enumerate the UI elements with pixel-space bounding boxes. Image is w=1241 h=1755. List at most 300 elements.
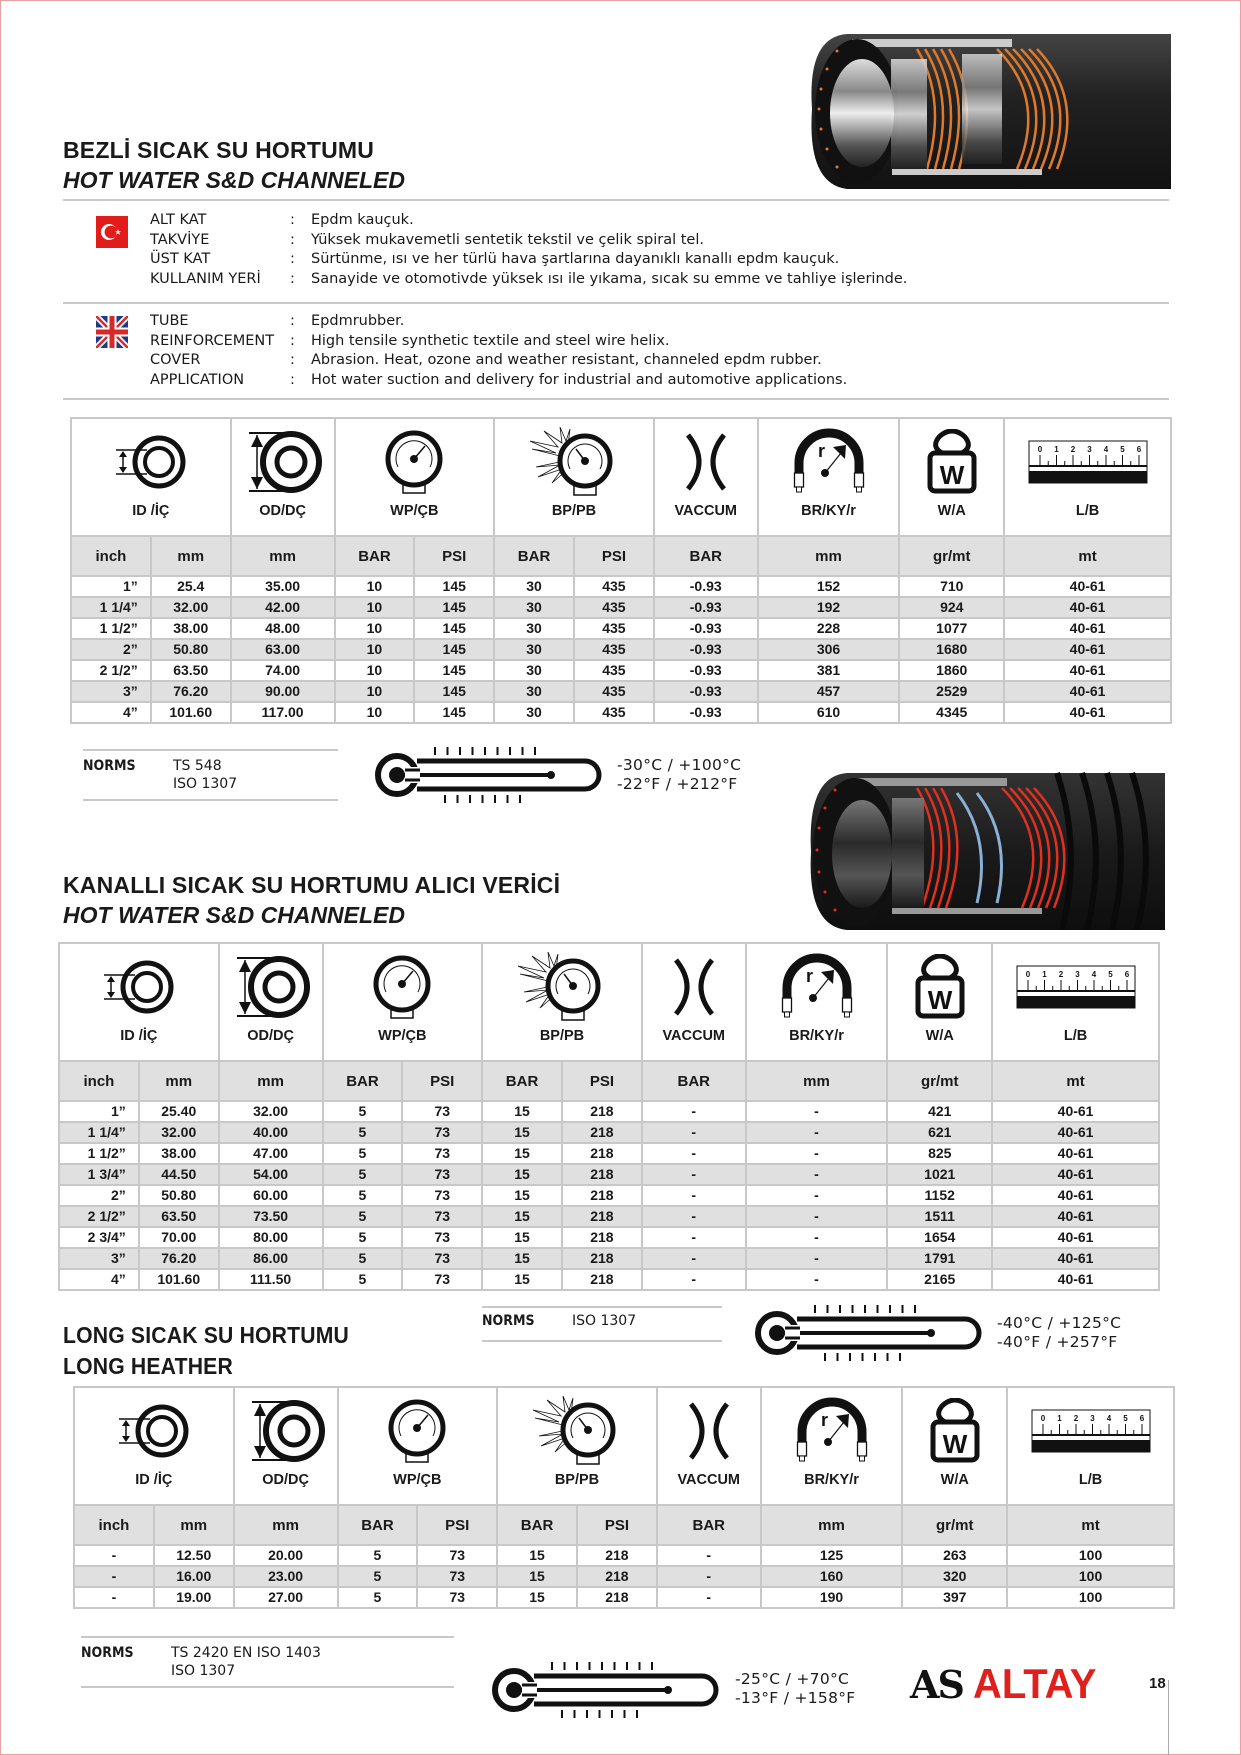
icon-label: ID /İÇ (135, 1472, 173, 1488)
inner-diameter-icon (60, 952, 218, 1022)
table-cell: 40-61 (992, 1143, 1159, 1164)
table-cell: 457 (758, 681, 900, 702)
table-cell: 15 (497, 1545, 577, 1566)
table-cell: 145 (414, 660, 494, 681)
unit-header-cell: BAR (642, 1061, 746, 1101)
unit-header-cell: BAR (657, 1505, 761, 1545)
icon-header-row (71, 418, 1171, 536)
table-cell: 40-61 (1004, 576, 1171, 597)
table-cell: 73 (402, 1185, 482, 1206)
table-cell: 4” (71, 702, 151, 723)
spec-label: ALT KAT (150, 212, 207, 228)
header-vacuum (654, 418, 758, 536)
table-cell: 218 (562, 1101, 642, 1122)
spec-value: Hot water suction and delivery for industrial and automotive applications. (311, 371, 848, 388)
unit-header-cell: BAR (654, 536, 758, 576)
header-ruler (1007, 1387, 1174, 1505)
table-cell: 1654 (887, 1227, 992, 1248)
hose-photo-2 (807, 768, 1165, 930)
table-cell: - (746, 1122, 888, 1143)
brand-altay: ALTAY (972, 1660, 1097, 1707)
table-row (71, 618, 1171, 639)
table-cell: 5 (323, 1101, 403, 1122)
table-cell: 152 (758, 576, 900, 597)
table-row (59, 1143, 1159, 1164)
table-cell: - (642, 1227, 746, 1248)
table-cell: 16.00 (154, 1566, 234, 1587)
table-cell: 73 (417, 1566, 497, 1587)
table-cell: 5 (323, 1206, 403, 1227)
specs-turkish (150, 211, 907, 289)
table-cell: 42.00 (231, 597, 335, 618)
table-cell: 32.00 (151, 597, 231, 618)
table-cell: 145 (414, 576, 494, 597)
outer-diameter-icon (220, 952, 322, 1022)
header-inner-diameter (59, 943, 219, 1061)
header-bend-radius (758, 418, 900, 536)
unit-header-cell: mm (234, 1505, 338, 1545)
table-cell: 228 (758, 618, 900, 639)
thermometer-icon (375, 745, 605, 810)
table-cell: 44.50 (139, 1164, 219, 1185)
table-row (71, 597, 1171, 618)
unit-header-cell: mm (219, 1061, 323, 1101)
table-cell: 10 (335, 702, 415, 723)
table-cell: 40.00 (219, 1122, 323, 1143)
table-cell: 73 (402, 1164, 482, 1185)
table-cell: 111.50 (219, 1269, 323, 1290)
temp-celsius: -30°C / +100°C (617, 756, 742, 774)
table-cell: 218 (577, 1587, 657, 1608)
ruler-icon (1008, 1396, 1173, 1466)
table-cell: 4” (59, 1269, 139, 1290)
norms-label: NORMS (81, 1645, 134, 1661)
temp-fahrenheit: -22°F / +212°F (617, 775, 738, 793)
table-cell: -0.93 (654, 681, 758, 702)
table-cell: 76.20 (151, 681, 231, 702)
table-cell: 5 (323, 1269, 403, 1290)
spec-value: Sanayide ve otomotivde yüksek ısı ile yıkama, sıcak su emme ve tahliye işlerinde. (311, 270, 908, 287)
unit-header-cell: PSI (414, 536, 494, 576)
vacuum-icon (658, 1396, 760, 1466)
table-cell: 145 (414, 639, 494, 660)
svg-text:r: r (820, 1410, 828, 1430)
unit-header-cell: mm (151, 536, 231, 576)
table-cell: 73.50 (219, 1206, 323, 1227)
spec-row: REINFORCEMENT : High tensile synthetic textile and steel wire helix. (150, 332, 847, 352)
spec-row: TAKVİYE : Yüksek mukavemetli sentetik tekstil ve çelik spiral tel. (150, 231, 907, 251)
table-cell: 40-61 (992, 1101, 1159, 1122)
bend-radius-icon (747, 952, 887, 1022)
norm-value: TS 548 (173, 758, 222, 774)
icon-label: WP/ÇB (393, 1472, 442, 1488)
table-cell: 10 (335, 660, 415, 681)
table-cell: 435 (574, 660, 654, 681)
divider (63, 199, 1169, 201)
table-cell: 10 (335, 681, 415, 702)
table-row (71, 660, 1171, 681)
table-cell: 435 (574, 702, 654, 723)
burst-pressure-gauge-icon (483, 952, 641, 1022)
table-cell: 30 (494, 597, 574, 618)
unit-header-cell: mm (758, 536, 900, 576)
table-cell: 1860 (899, 660, 1004, 681)
unit-header-cell: BAR (494, 536, 574, 576)
header-bend-radius (746, 943, 888, 1061)
table-cell: 40-61 (1004, 639, 1171, 660)
temp-celsius: -25°C / +70°C (735, 1670, 850, 1688)
spec-value: Abrasion. Heat, ozone and weather resistant, channeled epdm rubber. (311, 352, 822, 368)
table-cell: 40-61 (1004, 618, 1171, 639)
table-cell: 15 (482, 1269, 562, 1290)
spec-value: Epdmrubber. (311, 313, 405, 329)
table-cell: 40-61 (992, 1122, 1159, 1143)
section-1-title-en: HOT WATER S&D CHANNELED (63, 167, 406, 193)
icon-label: W/A (937, 503, 966, 519)
table-cell: - (642, 1206, 746, 1227)
table-cell: 20.00 (234, 1545, 338, 1566)
spec-label: APPLICATION (150, 371, 245, 388)
icon-label: BP/PB (551, 503, 597, 519)
table-cell: - (746, 1227, 888, 1248)
icon-label: W/A (940, 1472, 969, 1488)
svg-text:4: 4 (1106, 1414, 1111, 1423)
table-cell: - (746, 1164, 888, 1185)
units-header-row (71, 536, 1171, 576)
unit-header-cell: BAR (497, 1505, 577, 1545)
header-working-pressure-gauge (338, 1387, 498, 1505)
weight-icon (888, 952, 991, 1022)
icon-label: OD/DÇ (259, 503, 306, 519)
table-cell: 2165 (887, 1269, 992, 1290)
table-cell: 435 (574, 618, 654, 639)
thermometer-icon (755, 1303, 985, 1368)
table-cell: - (642, 1122, 746, 1143)
spec-label: KULLANIM YERİ (150, 270, 261, 287)
unit-header-cell: mm (139, 1061, 219, 1101)
table-cell: 40-61 (992, 1185, 1159, 1206)
header-burst-pressure-gauge (482, 943, 642, 1061)
table-cell: 2 3/4” (59, 1227, 139, 1248)
vacuum-icon (643, 952, 745, 1022)
icon-header-row (74, 1387, 1174, 1505)
table-cell: 5 (323, 1122, 403, 1143)
table-cell: 101.60 (151, 702, 231, 723)
table-row (74, 1566, 1174, 1587)
svg-text:0: 0 (1037, 445, 1042, 454)
table-cell: 5 (323, 1227, 403, 1248)
thermometer-icon (492, 1660, 722, 1725)
table-cell: 15 (482, 1185, 562, 1206)
table-row (71, 681, 1171, 702)
spec-label: TUBE (150, 313, 189, 329)
table-cell: 1021 (887, 1164, 992, 1185)
table-cell: 190 (761, 1587, 903, 1608)
section-2-title-en: HOT WATER S&D CHANNELED (63, 902, 406, 928)
table-cell: 10 (335, 576, 415, 597)
hose-photo-1 (807, 29, 1171, 189)
icon-label: BR/KY/r (789, 1028, 844, 1044)
temp-fahrenheit: -13°F / +158°F (735, 1689, 856, 1707)
header-outer-diameter (231, 418, 335, 536)
table-cell: 30 (494, 618, 574, 639)
table-cell: 73 (402, 1143, 482, 1164)
table-cell: - (746, 1101, 888, 1122)
spec-value: Yüksek mukavemetli sentetik tekstil ve çelik spiral tel. (311, 231, 704, 248)
table-cell: 435 (574, 576, 654, 597)
table-row (59, 1206, 1159, 1227)
table-cell: 2 1/2” (71, 660, 151, 681)
table-cell: 15 (482, 1164, 562, 1185)
table-cell: 73 (402, 1248, 482, 1269)
table-cell: 218 (562, 1143, 642, 1164)
table-cell: 218 (562, 1227, 642, 1248)
brand-logo (910, 1660, 1103, 1708)
unit-header-cell: mm (761, 1505, 903, 1545)
table-cell: 30 (494, 702, 574, 723)
working-pressure-gauge-icon (339, 1396, 497, 1466)
svg-text:5: 5 (1107, 970, 1113, 979)
table-cell: 1077 (899, 618, 1004, 639)
icon-label: BR/KY/r (804, 1472, 859, 1488)
svg-text:2: 2 (1073, 1414, 1078, 1423)
table-cell: 1” (59, 1101, 139, 1122)
header-bend-radius (761, 1387, 903, 1505)
table-cell: 218 (562, 1122, 642, 1143)
burst-pressure-gauge-icon (495, 427, 653, 497)
unit-header-cell: BAR (335, 536, 415, 576)
header-ruler (1004, 418, 1171, 536)
header-vacuum (657, 1387, 761, 1505)
norms-box-1 (83, 749, 338, 801)
icon-label: L/B (1063, 1028, 1088, 1044)
svg-text:W: W (939, 460, 965, 490)
table-row (59, 1122, 1159, 1143)
unit-header-cell: BAR (323, 1061, 403, 1101)
table-cell: 1791 (887, 1248, 992, 1269)
table-cell: 19.00 (154, 1587, 234, 1608)
bend-radius-icon (762, 1396, 902, 1466)
icon-label: ID /İÇ (120, 1028, 158, 1044)
table-cell: 421 (887, 1101, 992, 1122)
svg-text:6: 6 (1136, 445, 1141, 454)
temp-celsius: -40°C / +125°C (997, 1314, 1122, 1332)
table-cell: 2” (59, 1185, 139, 1206)
unit-header-cell: mm (231, 536, 335, 576)
units-header-row (74, 1505, 1174, 1545)
svg-text:4: 4 (1091, 970, 1096, 979)
bend-radius-icon (759, 427, 899, 497)
table-cell: 54.00 (219, 1164, 323, 1185)
temperature-range-2 (997, 1314, 1121, 1352)
table-cell: 25.4 (151, 576, 231, 597)
table-cell: 40-61 (1004, 702, 1171, 723)
table-cell: 73 (417, 1587, 497, 1608)
table-cell: 40-61 (1004, 597, 1171, 618)
svg-text:5: 5 (1122, 1414, 1128, 1423)
table-cell: 218 (577, 1545, 657, 1566)
icon-label: ID /İÇ (132, 503, 170, 519)
table-cell: 4345 (899, 702, 1004, 723)
table-cell: 40-61 (992, 1164, 1159, 1185)
table-cell: 218 (562, 1206, 642, 1227)
table-cell: 15 (497, 1566, 577, 1587)
table-row (59, 1101, 1159, 1122)
header-working-pressure-gauge (323, 943, 483, 1061)
svg-text:r: r (805, 966, 813, 986)
unit-header-cell: mt (1007, 1505, 1174, 1545)
table-cell: 15 (482, 1143, 562, 1164)
table-cell: 5 (338, 1545, 418, 1566)
svg-text:5: 5 (1119, 445, 1125, 454)
table-cell: -0.93 (654, 660, 758, 681)
table-cell: 50.80 (139, 1185, 219, 1206)
table-cell: 10 (335, 597, 415, 618)
unit-header-cell: mm (154, 1505, 234, 1545)
header-ruler (992, 943, 1159, 1061)
table-cell: 5 (323, 1143, 403, 1164)
unit-header-cell: PSI (562, 1061, 642, 1101)
weight-icon (903, 1396, 1006, 1466)
icon-label: OD/DÇ (262, 1472, 309, 1488)
table-cell: 40-61 (992, 1248, 1159, 1269)
svg-text:0: 0 (1040, 1414, 1045, 1423)
header-vacuum (642, 943, 746, 1061)
temp-fahrenheit: -40°F / +257°F (997, 1333, 1118, 1351)
unit-header-cell: gr/mt (902, 1505, 1007, 1545)
unit-header-cell: gr/mt (899, 536, 1004, 576)
table-cell: 86.00 (219, 1248, 323, 1269)
table-cell: 76.20 (139, 1248, 219, 1269)
table-cell: 3” (59, 1248, 139, 1269)
section-3-title-tr: LONG SICAK SU HORTUMU (63, 1322, 349, 1348)
table-cell: - (642, 1248, 746, 1269)
table-cell: 145 (414, 681, 494, 702)
table-cell: 70.00 (139, 1227, 219, 1248)
table-cell: 5 (323, 1248, 403, 1269)
unit-header-cell: PSI (402, 1061, 482, 1101)
icon-label: OD/DÇ (247, 1028, 294, 1044)
svg-text:6: 6 (1124, 970, 1129, 979)
unit-header-cell: PSI (577, 1505, 657, 1545)
table-cell: 30 (494, 576, 574, 597)
table-cell: - (746, 1269, 888, 1290)
svg-text:W: W (942, 1429, 968, 1459)
table-cell: 435 (574, 597, 654, 618)
table-cell: 145 (414, 597, 494, 618)
table-cell: 74.00 (231, 660, 335, 681)
brand-as: AS (910, 1661, 963, 1707)
table-row (71, 576, 1171, 597)
table-cell: 30 (494, 639, 574, 660)
table-row (71, 702, 1171, 723)
table-cell: - (746, 1143, 888, 1164)
table-cell: - (746, 1185, 888, 1206)
table-cell: 15 (482, 1122, 562, 1143)
spec-row: APPLICATION : Hot water suction and delivery for industrial and automotive applications. (150, 371, 847, 391)
section-3-title-en: LONG HEATHER (63, 1353, 233, 1379)
table-cell: - (642, 1101, 746, 1122)
table-cell: 218 (562, 1248, 642, 1269)
header-burst-pressure-gauge (497, 1387, 657, 1505)
page-number: 18 (1149, 1675, 1166, 1692)
table-cell: 2” (71, 639, 151, 660)
icon-label: BR/KY/r (801, 503, 856, 519)
unit-header-cell: mt (1004, 536, 1171, 576)
norms-box-3 (81, 1636, 454, 1688)
spec-label: ÜST KAT (150, 251, 211, 267)
norm-value: ISO 1307 (572, 1313, 637, 1329)
table-cell: 100 (1007, 1587, 1174, 1608)
icon-label: L/B (1078, 1472, 1103, 1488)
table-cell: 90.00 (231, 681, 335, 702)
unit-header-cell: mm (746, 1061, 888, 1101)
table-cell: 306 (758, 639, 900, 660)
spec-label: REINFORCEMENT (150, 332, 275, 349)
table-cell: 10 (335, 639, 415, 660)
ruler-icon (993, 952, 1158, 1022)
table-cell: - (746, 1206, 888, 1227)
table-cell: 218 (562, 1164, 642, 1185)
table-cell: 1 3/4” (59, 1164, 139, 1185)
outer-diameter-icon (235, 1396, 337, 1466)
table-cell: 621 (887, 1122, 992, 1143)
weight-icon (900, 427, 1003, 497)
table-cell: 5 (323, 1164, 403, 1185)
table-cell: 100 (1007, 1566, 1174, 1587)
table-cell: 60.00 (219, 1185, 323, 1206)
table-cell: 15 (482, 1248, 562, 1269)
icon-label: VACCUM (677, 1472, 741, 1488)
table-cell: 117.00 (231, 702, 335, 723)
table-cell: 73 (402, 1101, 482, 1122)
turkey-flag-icon (96, 216, 128, 248)
table-cell: 73 (402, 1122, 482, 1143)
table-cell: 101.60 (139, 1269, 219, 1290)
table-cell: 924 (899, 597, 1004, 618)
working-pressure-gauge-icon (336, 427, 494, 497)
table-cell: 218 (562, 1185, 642, 1206)
table-cell: 15 (482, 1101, 562, 1122)
table-cell: 1511 (887, 1206, 992, 1227)
working-pressure-gauge-icon (324, 952, 482, 1022)
norms-box-2 (482, 1306, 722, 1342)
table-row (59, 1269, 1159, 1290)
table-cell: 3” (71, 681, 151, 702)
table-cell: - (74, 1545, 154, 1566)
table-cell: 263 (902, 1545, 1007, 1566)
table-row (74, 1587, 1174, 1608)
table-cell: 1 1/4” (71, 597, 151, 618)
svg-text:0: 0 (1025, 970, 1030, 979)
table-cell: 73 (417, 1545, 497, 1566)
table-cell: 40-61 (1004, 681, 1171, 702)
table-cell: 610 (758, 702, 900, 723)
unit-header-cell: inch (71, 536, 151, 576)
table-cell: 12.50 (154, 1545, 234, 1566)
unit-header-cell: PSI (574, 536, 654, 576)
table-cell: 38.00 (151, 618, 231, 639)
spec-table-2 (58, 942, 1160, 1291)
unit-header-cell: BAR (338, 1505, 418, 1545)
table-cell: 15 (482, 1227, 562, 1248)
table-cell: -0.93 (654, 576, 758, 597)
table-cell: - (74, 1566, 154, 1587)
table-cell: 2 1/2” (59, 1206, 139, 1227)
table-cell: 48.00 (231, 618, 335, 639)
table-cell: 40-61 (992, 1227, 1159, 1248)
table-cell: - (642, 1143, 746, 1164)
